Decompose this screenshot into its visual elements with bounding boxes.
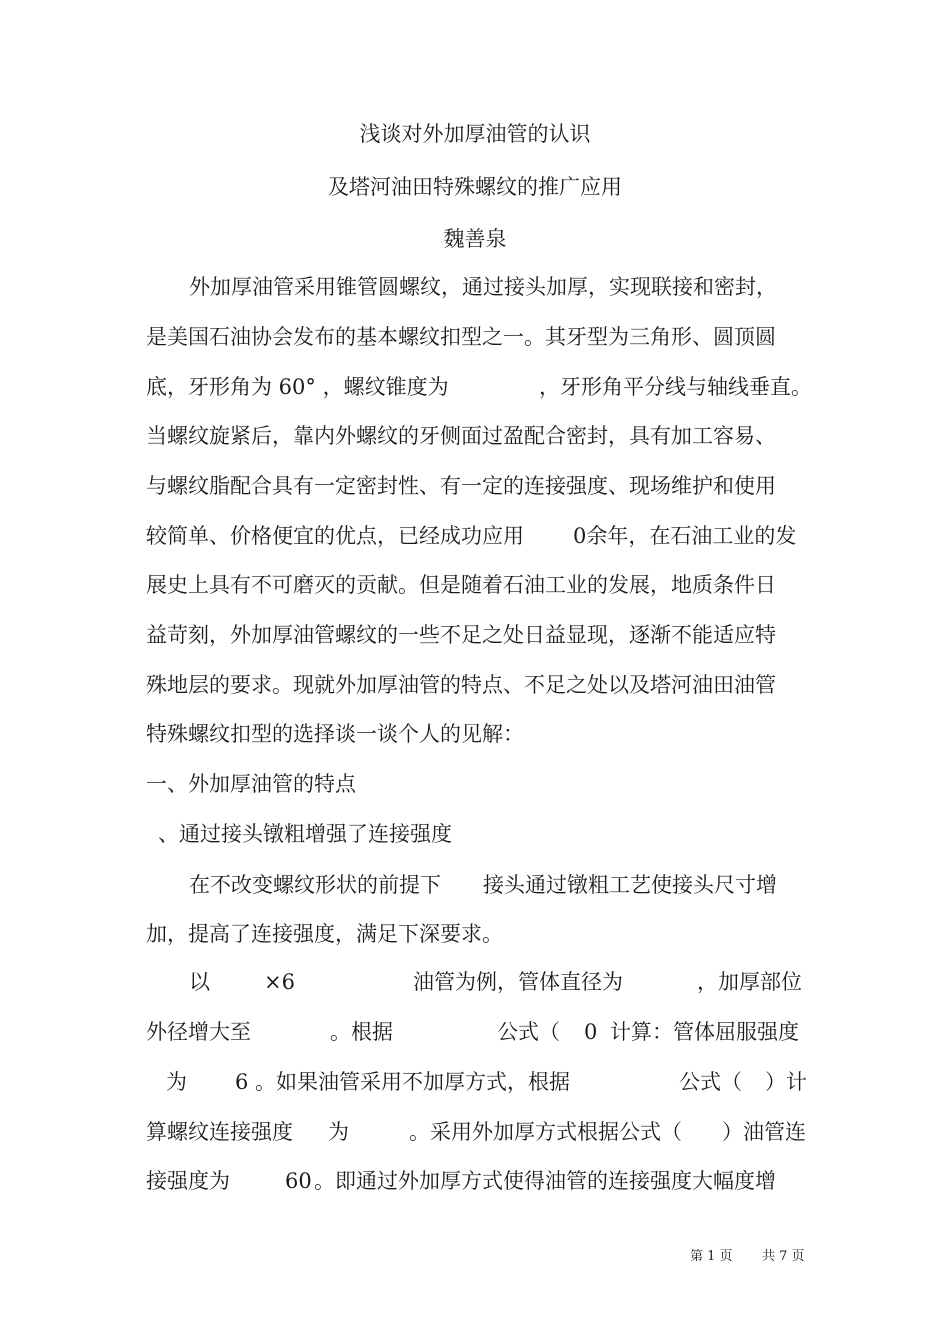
text-fragment: 。根据 — [330, 1020, 393, 1044]
text-fragment: 60 — [285, 1169, 312, 1193]
paragraph-line: 特殊螺纹扣型的选择谈一谈个人的见解： — [146, 722, 524, 746]
paragraph-line: 展史上具有不可磨灭的贡献。但是随着石油工业的发展，地质条件日 — [146, 573, 776, 597]
text-fragment: 公式（ — [497, 1020, 560, 1044]
paragraph-line: ，牙形角平分线与轴线垂直。 — [539, 375, 812, 399]
section-heading: 一、外加厚油管的特点 — [146, 772, 356, 796]
paragraph-line: 加，提高了连接强度，满足下深要求。 — [146, 922, 503, 946]
paragraph-line: 0余年，在石油工业的发 — [573, 524, 797, 548]
text-fragment: 计算：管体屈服强度 — [610, 1020, 799, 1044]
paragraph-line: 益苛刻，外加厚油管螺纹的一些不足之处日益显现，逐渐不能适应特 — [146, 623, 776, 647]
text-fragment: 为 — [328, 1120, 349, 1144]
text-fragment: ）油管连 — [722, 1120, 806, 1144]
text-fragment: 公式（ — [679, 1070, 742, 1094]
text-fragment: 。采用外加厚方式根据公式（ — [409, 1120, 682, 1144]
title-line-2: 及塔河油田特殊螺纹的推广应用 — [328, 175, 622, 199]
text-fragment: 算螺纹连接强度 — [146, 1120, 293, 1144]
paragraph-line: 外加厚油管采用锥管圆螺纹，通过接头加厚，实现联接和密封， — [189, 275, 777, 299]
paragraph-line: 较简单、价格便宜的优点，已经成功应用 — [146, 524, 524, 548]
text-fragment: 。如果油管采用不加厚方式，根据 — [255, 1070, 570, 1094]
text-fragment: 为 — [166, 1070, 187, 1094]
paragraph-line: 与螺纹脂配合具有一定密封性、有一定的连接强度、现场维护和使用 — [146, 474, 776, 498]
paragraph-line: 是美国石油协会发布的基本螺纹扣型之一。其牙型为三角形、圆顶圆 — [146, 325, 776, 349]
paragraph-line: 底，牙形角为 60° ，螺纹锥度为 — [146, 375, 449, 399]
author: 魏善泉 — [443, 227, 507, 251]
text-fragment: 。即通过外加厚方式使得油管的连接强度大幅度增 — [314, 1169, 776, 1193]
page-number: 第 1 页 — [690, 1249, 733, 1264]
text-fragment: ，加厚部位 — [697, 970, 802, 994]
paragraph-line: 殊地层的要求。现就外加厚油管的特点、不足之处以及塔河油田油管 — [146, 673, 776, 697]
paragraph-line: 接头通过镦粗工艺使接头尺寸增 — [483, 873, 777, 897]
text-fragment: 油管为例，管体直径为 — [413, 970, 623, 994]
page-total: 共 7 页 — [762, 1249, 805, 1264]
paragraph-line: 当螺纹旋紧后，靠内外螺纹的牙侧面过盈配合密封，具有加工容易、 — [146, 424, 776, 448]
paragraph-line: 在不改变螺纹形状的前提下 — [189, 873, 441, 897]
subsection-heading: 、通过接头镦粗增强了连接强度 — [158, 822, 452, 846]
text-fragment: 6 — [235, 1070, 249, 1094]
text-fragment: ×6 — [264, 970, 295, 994]
text-fragment: ）计 — [765, 1070, 807, 1094]
text-fragment: 外径增大至 — [146, 1020, 251, 1044]
text-fragment: 0 — [584, 1020, 598, 1044]
text-fragment: 以 — [189, 970, 210, 994]
title-line-1: 浅谈对外加厚油管的认识 — [359, 122, 591, 146]
text-fragment: 接强度为 — [146, 1169, 230, 1193]
